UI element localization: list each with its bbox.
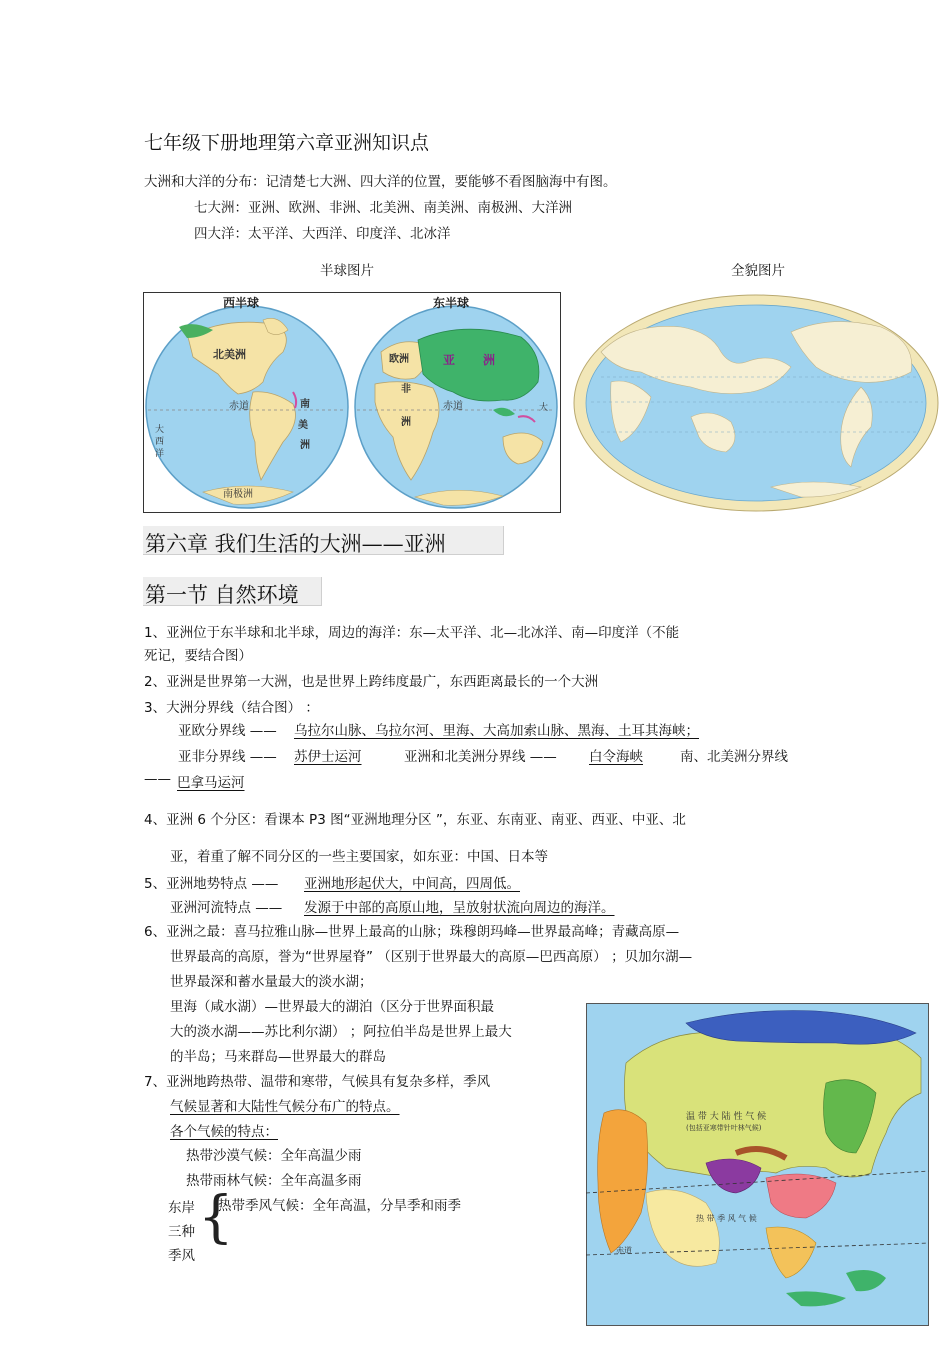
line-4b: 亚，着重了解不同分区的一些主要国家，如东亚：中国、日本等	[170, 849, 548, 865]
section-heading-text: 第一节 自然环境	[145, 583, 299, 607]
line-5b-value: 发源于中部的高原山地，呈放射状流向周边的海洋。	[304, 900, 615, 916]
label-antarctica: 南极洲	[223, 489, 253, 500]
oceans-text: 四大洋：太平洋、大西洋、印度洋、北冰洋	[194, 226, 451, 242]
line-5a-label: 5、亚洲地势特点 ——	[144, 876, 279, 892]
label-south-america-2: 美	[298, 420, 308, 431]
label-africa-1: 非	[401, 384, 411, 395]
continents-text: 七大洲：亚洲、欧洲、非洲、北美洲、南美洲、南极洲、大洋洲	[194, 200, 572, 216]
label-subarctic: (包括亚寒带针叶林气候)	[686, 1124, 762, 1132]
line-7c: 各个气候的特点：	[170, 1124, 278, 1140]
label-atlantic-1: 大	[155, 425, 165, 435]
caption-hemisphere: 半球图片	[320, 263, 374, 279]
line-3b-value: 苏伊士运河	[294, 749, 362, 765]
label-south-america-1: 南	[300, 399, 310, 410]
line-5a-value: 亚洲地形起伏大，中间高，四周低。	[304, 876, 520, 892]
label-europe: 欧洲	[389, 354, 409, 365]
line-6f: 的半岛；马来群岛—世界最大的群岛	[170, 1049, 386, 1065]
line-7f: 热带季风气候：全年高温，分旱季和雨季	[218, 1198, 461, 1214]
page-title: 七年级下册地理第六章亚洲知识点	[144, 132, 430, 154]
label-asia-1: 亚	[443, 353, 456, 367]
line-1a: 1、亚洲位于东半球和北半球，周边的海洋：东—太平洋、北—北冰洋、南—印度洋（不能	[144, 625, 680, 641]
line-6d: 里海（咸水湖）—世界最大的湖泊（区分于世界面积最	[170, 999, 494, 1015]
east-hemisphere-title: 东半球	[433, 296, 470, 310]
section-heading	[143, 577, 322, 606]
line-3e-value: 巴拿马运河	[177, 775, 245, 791]
east-coast-1: 东岸	[168, 1200, 195, 1216]
brace-icon: {	[198, 1185, 234, 1250]
label-africa-2: 洲	[401, 417, 411, 428]
caption-world: 全貌图片	[731, 263, 785, 279]
line-6e: 大的淡水湖——苏比利尔湖） ；阿拉伯半岛是世界上最大	[170, 1024, 512, 1040]
line-3c-label: 亚洲和北美洲分界线 ——	[404, 749, 557, 765]
label-oceania: 大	[539, 403, 549, 413]
line-7e: 热带雨林气候：全年高温多雨	[186, 1173, 362, 1189]
label-atlantic-3: 洋	[155, 449, 165, 459]
asia-climate-map	[586, 1003, 929, 1326]
label-equator-east: 赤道	[443, 401, 463, 412]
line-3b-label: 亚非分界线 ——	[178, 749, 277, 765]
label-equator: 赤道	[616, 1246, 632, 1255]
line-5b-label: 亚洲河流特点 ——	[170, 900, 283, 916]
chapter-heading-text: 第六章 我们生活的大洲——亚洲	[145, 532, 446, 556]
label-equator-west: 赤道	[229, 401, 249, 412]
line-3a-label: 亚欧分界线 ——	[178, 723, 277, 739]
label-temperate-continental: 温 带 大 陆 性 气 候	[686, 1112, 767, 1122]
line-4a: 4、亚洲 6 个分区：看课本 P3 图“亚洲地理分区 ”，东亚、东南亚、南亚、西亚、中亚、北	[144, 812, 686, 828]
east-coast-2: 三种	[168, 1224, 195, 1240]
west-hemisphere-title: 西半球	[223, 296, 260, 310]
line-3a-value: 乌拉尔山脉、乌拉尔河、里海、大高加索山脉、黑海、土耳其海峡；	[294, 723, 699, 739]
line-7b: 气候显著和大陆性气候分布广的特点。	[170, 1099, 400, 1115]
chapter-heading	[143, 526, 504, 555]
line-6a: 6、亚洲之最：喜马拉雅山脉—世界上最高的山脉；珠穆朗玛峰—世界最高峰；青藏高原—	[144, 924, 680, 940]
line-3c-value: 白令海峡	[589, 749, 643, 765]
line-7d: 热带沙漠气候：全年高温少雨	[186, 1148, 362, 1164]
line-3: 3、大洲分界线（结合图） ：	[144, 700, 319, 716]
line-6c: 世界最深和蓄水量最大的淡水湖；	[170, 974, 373, 990]
world-map	[571, 292, 941, 514]
line-1b: 死记，要结合图）	[144, 648, 252, 664]
line-3d-label: 南、北美洲分界线	[680, 749, 788, 765]
line-3e-label: ——	[144, 771, 171, 787]
line-7a: 7、亚洲地跨热带、温带和寒带，气候具有复杂多样，季风	[144, 1074, 491, 1090]
hemisphere-map	[143, 292, 561, 513]
label-tropical-monsoon: 热 带 季 风 气 候	[696, 1214, 757, 1223]
label-north-america: 北美洲	[213, 348, 246, 361]
east-coast-3: 季风	[168, 1248, 195, 1264]
label-asia-2: 洲	[483, 353, 496, 367]
label-atlantic-2: 西	[155, 437, 165, 447]
line-2: 2、亚洲是世界第一大洲，也是世界上跨纬度最广，东西距离最长的一个大洲	[144, 674, 599, 690]
intro-text: 大洲和大洋的分布：记清楚七大洲、四大洋的位置，要能够不看图脑海中有图。	[144, 174, 617, 190]
label-south-america-3: 洲	[300, 440, 310, 451]
line-6b: 世界最高的高原，誉为“世界屋脊” （区别于世界最大的高原—巴西高原） ；贝加尔湖—	[170, 949, 693, 965]
